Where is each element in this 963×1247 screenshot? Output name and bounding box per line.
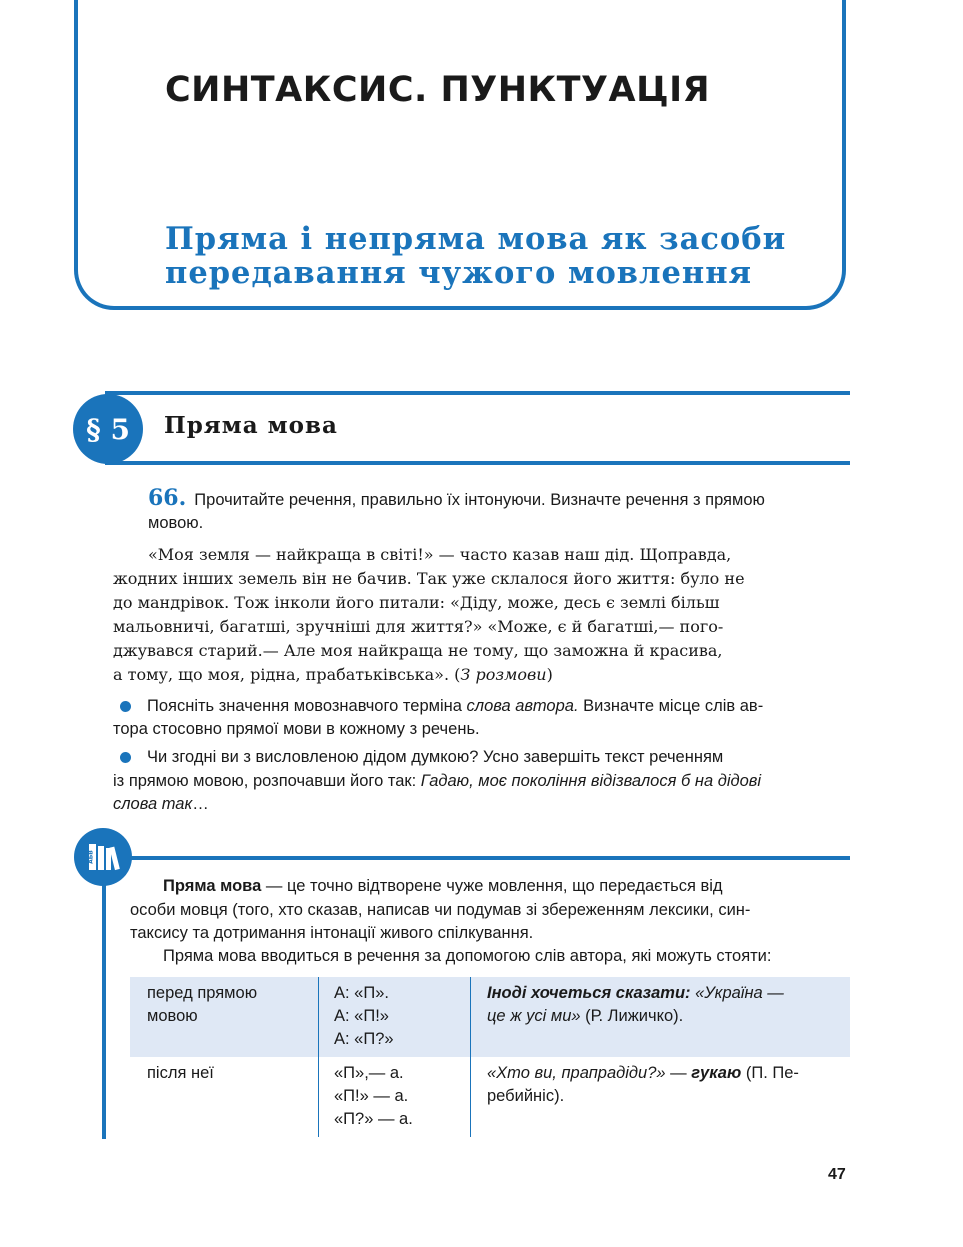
table-row-1-position [147,982,257,1028]
table-column-divider [470,977,471,1137]
table-row-1-schemes [334,982,394,1051]
bullet-2-line-1: Чи згодні ви з висловленою дідом думкою? Усно завершіть текст реченням [147,748,724,766]
rule-term: Пряма мова [163,877,262,895]
table-row-1-example [487,982,784,1028]
table-row-2-position: після неї [147,1064,214,1082]
rule-badge [74,828,132,886]
source-paren-close: ) [546,665,553,684]
bullet-2-line-3-end: … [192,795,209,813]
bullet-1-post: Визначте місце слів ав- [578,697,764,715]
exercise-text-line: до мандрівок. Тож інколи його питали: «Діду, може, десь є землі більш [113,593,720,612]
books-icon [74,828,132,886]
table-scheme: «П!» — а. [334,1087,409,1105]
rule-side-rule [102,874,106,1139]
exercise-text-line-6: а тому, що моя, рідна, прабатьківська». [113,665,450,684]
section-title: Пряма мова [164,412,338,439]
exercise-source: З розмови [460,665,547,684]
table-scheme: А: «П?» [334,1030,394,1048]
section-top-rule [105,391,850,395]
exercise-task [148,485,765,511]
table-cell-line [487,982,784,1005]
page-number: 47 [828,1166,846,1183]
topic-title-line-1: Пряма і непряма мова як засоби [165,221,787,257]
rule-line-1 [163,877,723,896]
table-cell-line: мовою [147,1007,198,1025]
section-bottom-rule [105,461,850,465]
rule-line-1-rest: — це точно відтворене чуже мовлення, що передається від [261,877,723,895]
example-author: (Р. Лижичко). [580,1007,684,1025]
table-cell-line [487,1005,784,1028]
topic-title [165,222,786,290]
bullet-1-line-1 [147,697,763,716]
table-cell-line [487,1062,799,1085]
exercise-task-line-1: Прочитайте речення, правильно їх інтонуючи. Визначте речення з прямою [194,491,765,509]
example-italic: «Україна — [690,984,784,1002]
table-column-divider [318,977,319,1137]
example-dash: — [665,1064,692,1082]
table-cell-line: ребийніс). [487,1087,565,1105]
bullet-icon [120,701,131,712]
example-bold: гукаю [691,1064,742,1082]
bullet-2-line-2 [113,772,761,791]
bullet-1-pre: Поясніть значення мовознавчого терміна [147,697,467,715]
bullet-1-term: слова автора. [466,697,579,715]
exercise-text-line-last [113,665,553,684]
rule-line-2: особи мовця (того, хто сказав, написав чи подумав зі збереженням лексики, син- [130,901,751,919]
table-scheme: А: «П». [334,984,389,1002]
table-cell-line: перед прямою [147,984,258,1002]
rule-line-4: Пряма мова вводиться в речення за допомогою слів автора, які можуть стояти: [163,947,772,965]
exercise-task-line-2: мовою. [148,514,204,532]
example-author: (П. Пе- [741,1064,799,1082]
exercise-text-line: «Моя земля — найкраща в світі!» — часто казав наш дід. Щоправда, [148,545,732,564]
exercise-text-line: джувався старий.— Але моя найкраща не тому, що заможна й красива, [113,641,723,660]
rule-top-rule [105,856,850,860]
bullet-2-line-2-pre: із прямою мовою, розпочавши його так: [113,772,421,790]
table-scheme: «П?» — а. [334,1110,413,1128]
table-row-2-example [487,1062,799,1108]
chapter-title: СИНТАКСИС. ПУНКТУАЦІЯ [165,70,711,110]
exercise-number: 66. [148,485,187,511]
table-scheme: А: «П!» [334,1007,389,1025]
icon-letters: АБВ [87,850,95,864]
rule-line-3: таксису та дотримання інтонації живого спілкування. [130,924,534,942]
example-italic: «Хто ви, прапрадіди?» [487,1064,666,1082]
exercise-text-line: мальовничі, багатші, зручніші для життя?» «Може, є й багатші,— пого- [113,617,724,636]
table-row-2-schemes [334,1062,413,1131]
bullet-2-line-3 [113,795,209,814]
topic-title-line-2: передавання чужого мовлення [165,255,753,291]
table-scheme: «П»,— а. [334,1064,404,1082]
bullet-2-line-3-italic: слова так [113,795,193,813]
bullet-1-line-2: тора стосовно прямої мови в кожному з речень. [113,720,480,738]
source-paren-open: ( [454,665,461,684]
bullet-2-line-2-italic: Гадаю, моє покоління відізвалося б на дідові [420,772,762,790]
bullet-icon [120,752,131,763]
section-number-badge: § 5 [73,394,143,464]
example-bold: Іноді хочеться сказати: [487,984,691,1002]
example-italic: це ж усі ми» [487,1007,581,1025]
exercise-text-line: жодних інших земель він не бачив. Так уже склалося його життя: було не [113,569,745,588]
